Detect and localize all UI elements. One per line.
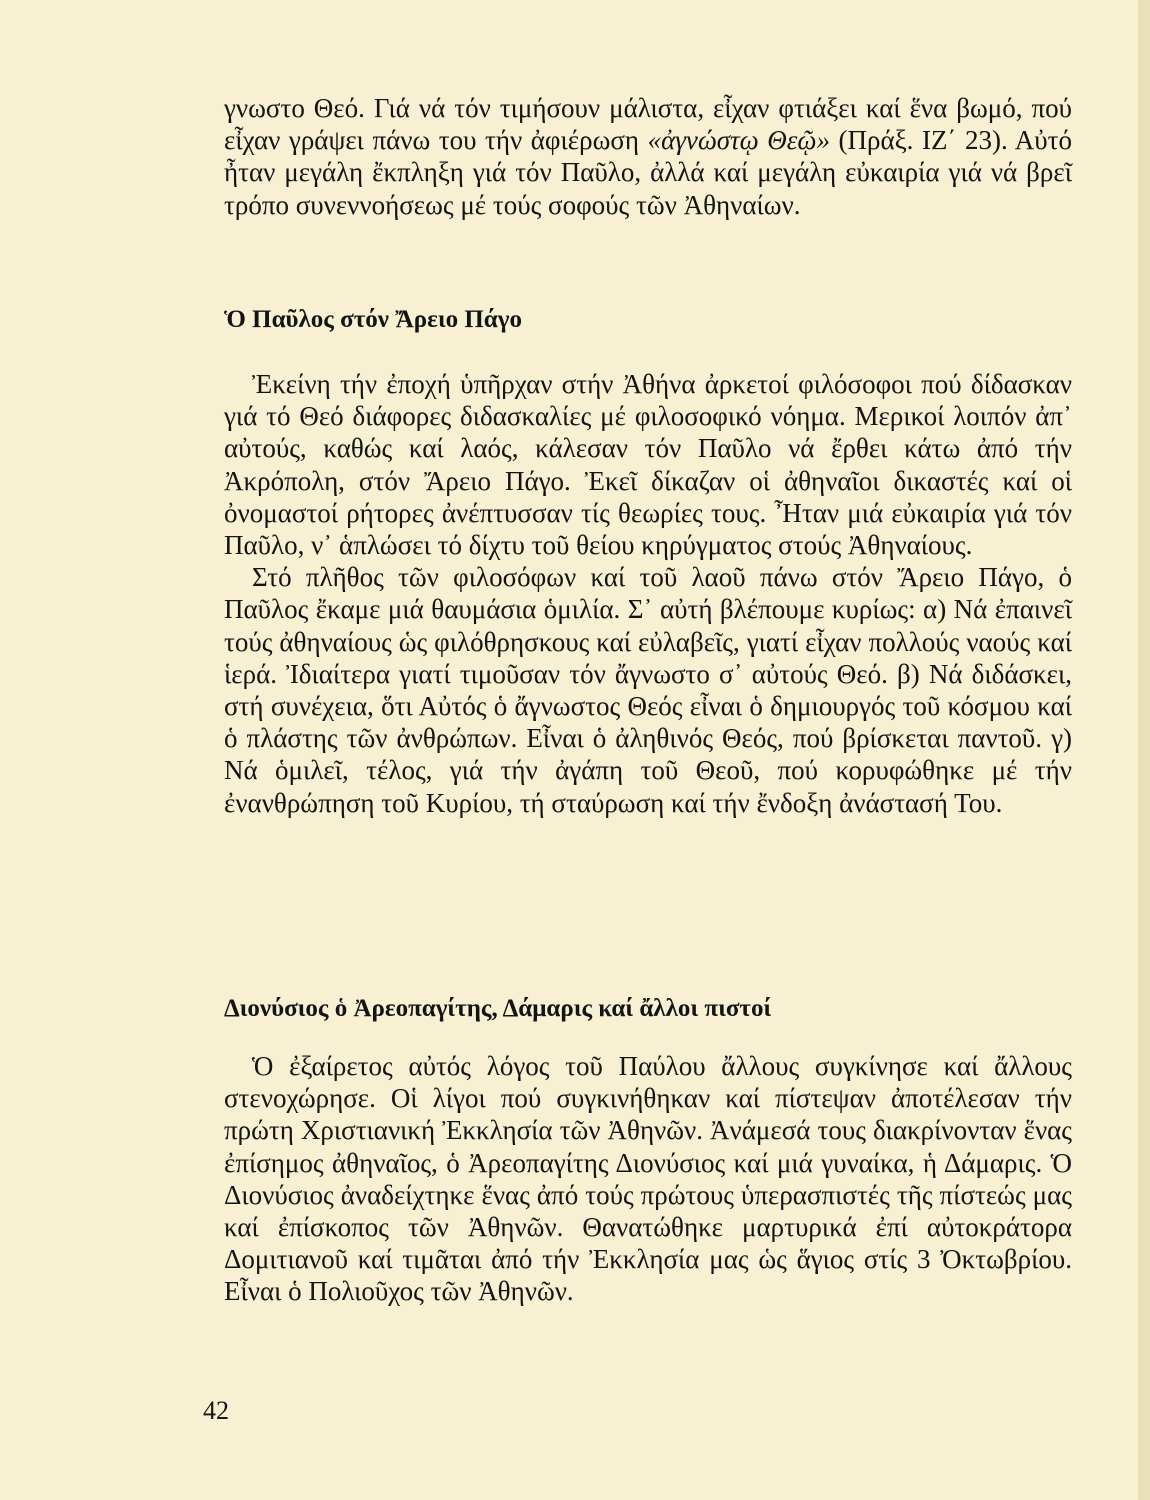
section-dionysius-body [224,1050,1072,1308]
section-heading-dionysius: Διονύσιος ὁ Ἀρεοπαγίτης, Δάμαρις καί ἄλλοι πιστοί [224,995,772,1022]
section-areopagus-body [224,368,1072,819]
page-edge [1138,0,1150,1500]
paragraph-areopagus-1: Ἐκείνη τήν ἐποχή ὑπῆρχαν στήν Ἀθήνα ἀρκετοί φιλόσοφοι πού δίδασκαν γιά τό Θεό διάφορες διδασκαλίες μέ φιλοσοφικό νόημα. Μερικοί λοιπόν ἀπ᾽ αὐτούς, καθώς καί λαός, κάλεσαν τόν Παῦλο νά ἔρθει κάτω ἀπό τήν Ἀκρόπολη, στόν Ἄρειο Πάγο. Ἐκεῖ δίκαζαν οἱ ἀθηναῖοι δικαστές καί οἱ ὀνομαστοί ρήτορες ἀνέπτυσσαν τίς θεωρίες τους. Ἦταν μιά εὐκαιρία γιά τόν Παῦλο, ν᾽ ἁπλώσει τό δίχτυ τοῦ θείου κηρύγματος στούς Ἀθηναίους. [224,369,1072,561]
paragraph-areopagus-2: Στό πλῆθος τῶν φιλοσόφων καί τοῦ λαοῦ πάνω στόν Ἄρειο Πάγο, ὁ Παῦλος ἔκαμε μιά θαυμάσια ὁμιλία. Σ᾽ αὐτή βλέπουμε κυρίως: α) Νά ἐπαινεῖ τούς ἀθηναίους ὡς φιλόθρησκους καί εὐλαβεῖς, γιατί εἶχαν πολλούς ναούς καί ἱερά. Ἰδιαίτερα γιατί τιμοῦσαν τόν ἄγνωστο σ᾽ αὐτούς Θεό. β) Νά διδάσκει, στή συνέχεια, ὅτι Αὐτός ὁ ἄγνωστος Θεός εἶναι ὁ δημιουργός τοῦ κόσμου καί ὁ πλάστης τῶν ἀνθρώπων. Εἶναι ὁ ἀληθινός Θεός, πού βρίσκεται παντοῦ. γ) Νά ὁμιλεῖ, τέλος, γιά τήν ἀγάπη τοῦ Θεοῦ, πού κορυφώθηκε μέ τήν ἐνανθρώπηση τοῦ Κυρίου, τή σταύρωση καί τήν ἔνδοξη ἀνάστασή Του. [224,562,1072,818]
intro-text-end: (Πράξ. ΙΖ΄ 23). Αὐτό ἦταν μεγάλη ἔκπληξη γιά τόν Παῦλο, ἀλλά καί μεγάλη εὐκαιρία γιά νά βρεῖ τρόπο συνεννοήσεως μέ τούς σοφούς τῶν Ἀθηναίων. [224,125,1072,220]
paragraph-dionysius-1: Ὁ ἐξαίρετος αὐτός λόγος τοῦ Παύλου ἄλλους συγκίνησε καί ἄλλους στενοχώρησε. Οἱ λίγοι πού συγκινήθηκαν καί πίστεψαν ἀποτέλεσαν τήν πρώτη Χριστιανική Ἐκκλησία τῶν Ἀθηνῶν. Ἀνάμεσά τους διακρίνονταν ἕνας ἐπίσημος ἀθηναῖος, ὁ Ἀρεοπαγίτης Διονύσιος καί μιά γυναίκα, ἡ Δάμαρις. Ὁ Διονύσιος ἀναδείχτηκε ἕνας ἀπό τούς πρώτους ὑπερασπιστές τῆς πίστεώς μας καί ἐπίσκοπος τῶν Ἀθηνῶν. Θανατώθηκε μαρτυρικά ἐπί αὐτοκράτορα Δομιτιανοῦ καί τιμᾶται ἀπό τήν Ἐκκλησία μας ὡς ἅγιος στίς 3 Ὀκτωβρίου. Εἶναι ὁ Πολιοῦχος τῶν Ἀθηνῶν. [224,1051,1072,1307]
intro-quote: «ἀγνώστῳ Θεῷ» [647,125,830,156]
intro-paragraph [224,92,1072,221]
page-number: 42 [203,1396,229,1425]
intro-text-start: γνωστο Θεό. Γιά νά τόν τιμήσουν μάλιστα, εἶχαν φτιάξει καί ἕνα βωμό, πού εἶχαν γράψει πάνω του τήν ἀφιέρωση [224,93,1072,156]
section-heading-areopagus: Ὁ Παῦλος στόν Ἄρειο Πάγο [224,306,522,333]
